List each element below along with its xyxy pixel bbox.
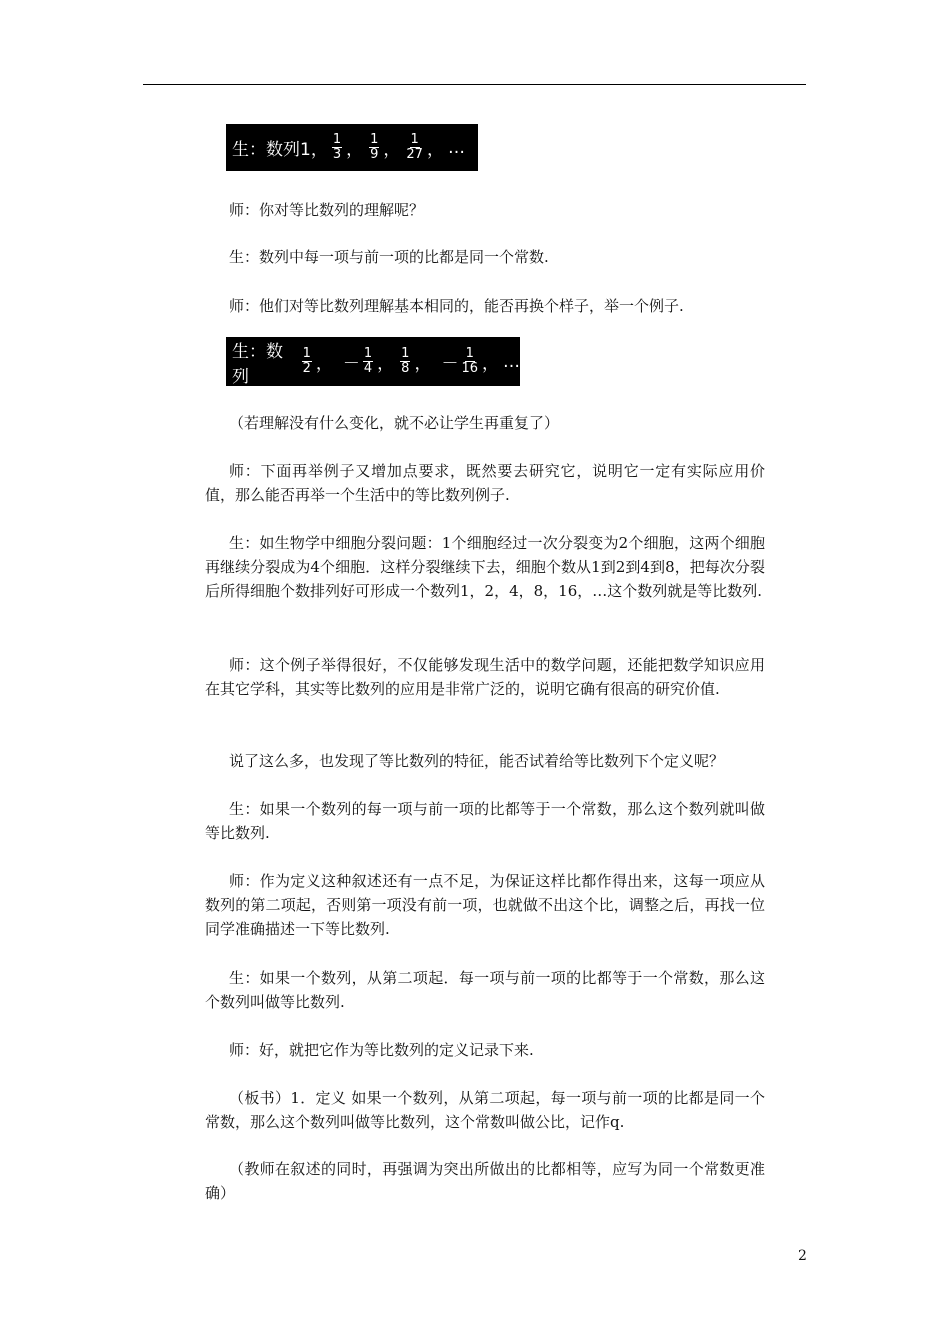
page-number: 2	[798, 1248, 807, 1264]
fraction: $\frac{1}{27}$	[406, 132, 423, 162]
paragraph: 师：好，就把它作为等比数列的定义记录下来.	[229, 1041, 534, 1059]
paragraph: 说了这么多，也发现了等比数列的特征，能否试着给等比数列下个定义呢？	[229, 752, 725, 770]
paragraph: 生：数列中每一项与前一项的比都是同一个常数.	[229, 248, 549, 266]
paragraph: 师：作为定义这种叙述还有一点不足，为保证这样比都作得出来，这每一项应从数列的第二项起，否则第一项没有前一项，也就做不出这个比，调整之后，再找一位同学准确描述一下等比数列.	[205, 872, 765, 938]
fraction: $\frac{1}{3}$	[332, 132, 342, 162]
formula-box-sequence-2: 生：数列 $\frac{1}{2}$ ， － $\frac{1}{4}$ ， $\frac{1}{8}$ ， － $\frac{1}{16}$ ， …	[226, 337, 520, 386]
fraction: $\frac{1}{4}$	[363, 346, 373, 376]
paragraph: 生：如果一个数列，从第二项起．每一项与前一项的比都等于一个常数，那么这个数列叫做等比数列.	[205, 969, 765, 1011]
fraction: $\frac{1}{9}$	[370, 132, 379, 162]
paragraph: （板书）1．定义 如果一个数列，从第二项起，每一项与前一项的比都是同一个常数，那么这个数列叫做等比数列，这个常数叫做公比，记作q.	[205, 1089, 765, 1131]
paragraph: 师：下面再举例子又增加点要求，既然要去研究它，说明它一定有实际应用价值，那么能否再举一个生活中的等比数列例子.	[205, 462, 765, 504]
formula-prefix: 生：数列	[232, 341, 283, 387]
header-rule	[143, 84, 806, 85]
ellipsis: …	[503, 351, 520, 372]
paragraph: 师：他们对等比数列理解基本相同的，能否再换个样子，举一个例子.	[229, 297, 684, 315]
formula-prefix: 生：数列1，	[232, 140, 328, 160]
fraction: $\frac{1}{8}$	[401, 346, 410, 376]
ellipsis: …	[447, 137, 465, 158]
paragraph: （教师在叙述的同时，再强调为突出所做出的比都相等，应写为同一个常数更准确）	[205, 1160, 765, 1202]
fraction: $\frac{1}{16}$	[461, 346, 478, 376]
paragraph: 师：你对等比数列的理解呢？	[229, 201, 425, 219]
paragraph: 生：如果一个数列的每一项与前一项的比都等于一个常数，那么这个数列就叫做等比数列.	[205, 800, 765, 842]
paragraph: （若理解没有什么变化，就不必让学生再重复了）	[229, 414, 560, 432]
paragraph: 师：这个例子举得很好，不仅能够发现生活中的数学问题，还能把数学知识应用在其它学科，其实等比数列的应用是非常广泛的，说明它确有很高的研究价值.	[205, 656, 765, 698]
paragraph: 生：如生物学中细胞分裂问题：1个细胞经过一次分裂变为2个细胞，这两个细胞再继续分裂成为4个细胞．这样分裂继续下去，细胞个数从1到2到4到8，把每次分裂后所得细胞个数排列好可形成一个数列1，2，4，8，16，…这个数列就是等比数列.	[205, 534, 765, 600]
fraction: $\frac{1}{2}$	[302, 346, 311, 376]
formula-box-sequence-1: 生：数列1， $\frac{1}{3}$ ， $\frac{1}{9}$ ， $\frac{1}{27}$ ， …	[226, 124, 478, 171]
